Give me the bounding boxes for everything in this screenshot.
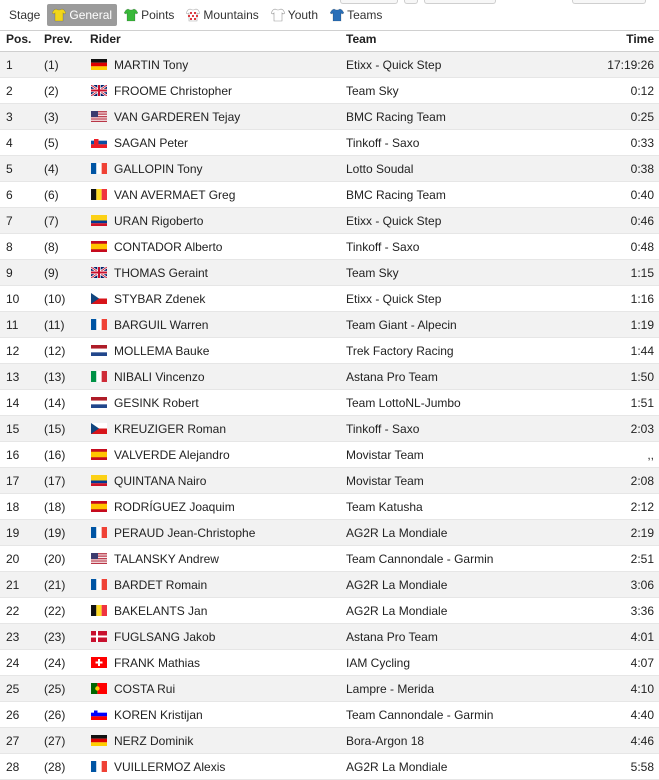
team-link[interactable]: Team Cannondale - Garmin xyxy=(346,551,494,566)
team-cell xyxy=(346,312,566,338)
time-gap-cell: 5:58 xyxy=(566,754,659,780)
position-cell: 4 xyxy=(0,130,44,156)
team-cell xyxy=(346,702,566,728)
position-cell: 23 xyxy=(0,624,44,650)
rider-link[interactable]: GESINK Robert xyxy=(114,395,199,410)
rider-cell xyxy=(90,468,346,494)
flag-nl-icon xyxy=(91,397,107,408)
table-row xyxy=(0,468,659,494)
tab-general[interactable] xyxy=(47,4,117,26)
team-cell xyxy=(346,598,566,624)
flag-fr-icon xyxy=(91,761,107,772)
time-gap-cell: 2:51 xyxy=(566,546,659,572)
team-link[interactable]: Team Sky xyxy=(346,83,399,98)
time-gap-cell: 0:12 xyxy=(566,78,659,104)
rider-link[interactable]: SAGAN Peter xyxy=(114,135,189,150)
top-control-stub xyxy=(424,0,496,4)
position-cell: 1 xyxy=(0,52,44,78)
rider-link[interactable]: KREUZIGER Roman xyxy=(114,421,227,436)
table-row xyxy=(0,520,659,546)
table-row xyxy=(0,390,659,416)
rider-link[interactable]: THOMAS Geraint xyxy=(114,265,209,280)
time-gap-cell: 1:44 xyxy=(566,338,659,364)
flag-it-icon xyxy=(91,371,107,382)
team-link[interactable]: BMC Racing Team xyxy=(346,109,446,124)
position-cell: 26 xyxy=(0,702,44,728)
polka-jersey-icon xyxy=(186,8,200,22)
time-gap-cell: 4:10 xyxy=(566,676,659,702)
jersey-icon xyxy=(52,8,66,22)
time-gap-cell: 2:08 xyxy=(566,468,659,494)
table-row xyxy=(0,416,659,442)
time-gap-cell: 3:36 xyxy=(566,598,659,624)
previous-position-cell: (26) xyxy=(44,702,90,728)
rider-cell xyxy=(90,442,346,468)
rider-cell xyxy=(90,624,346,650)
team-cell xyxy=(346,676,566,702)
flag-sk-icon xyxy=(91,137,107,148)
position-cell: 7 xyxy=(0,208,44,234)
rider-cell xyxy=(90,182,346,208)
previous-position-cell: (6) xyxy=(44,182,90,208)
flag-de-icon xyxy=(91,59,107,70)
rider-link[interactable]: VALVERDE Alejandro xyxy=(114,447,230,462)
table-row xyxy=(0,702,659,728)
flag-fr-icon xyxy=(91,319,107,330)
previous-position-cell: (13) xyxy=(44,364,90,390)
position-cell: 28 xyxy=(0,754,44,780)
col-header-rider[interactable]: Rider xyxy=(90,27,346,52)
rider-link[interactable]: URAN Rigoberto xyxy=(114,213,204,228)
rider-link[interactable]: VUILLERMOZ Alexis xyxy=(114,759,226,774)
flag-fr-icon xyxy=(91,527,107,538)
team-cell xyxy=(346,208,566,234)
rider-link[interactable]: TALANSKY Andrew xyxy=(114,551,219,566)
table-row xyxy=(0,130,659,156)
table-row xyxy=(0,572,659,598)
previous-position-cell: (19) xyxy=(44,520,90,546)
rider-cell xyxy=(90,650,346,676)
table-row xyxy=(0,676,659,702)
team-link[interactable]: Team LottoNL-Jumbo xyxy=(346,395,461,410)
position-cell: 5 xyxy=(0,156,44,182)
position-cell: 9 xyxy=(0,260,44,286)
table-row xyxy=(0,182,659,208)
team-link[interactable]: Tinkoff - Saxo xyxy=(346,239,420,254)
rider-cell xyxy=(90,52,346,78)
time-gap-cell: 1:19 xyxy=(566,312,659,338)
tab-label: Stage xyxy=(9,8,41,22)
table-row xyxy=(0,312,659,338)
team-cell xyxy=(346,78,566,104)
team-cell xyxy=(346,182,566,208)
team-link[interactable]: BMC Racing Team xyxy=(346,187,446,202)
previous-position-cell: (9) xyxy=(44,260,90,286)
rider-cell xyxy=(90,208,346,234)
rider-link[interactable]: STYBAR Zdenek xyxy=(114,291,206,306)
jersey-icon xyxy=(271,8,285,22)
table-row xyxy=(0,442,659,468)
rider-cell xyxy=(90,104,346,130)
top-control-stub xyxy=(404,0,418,4)
team-link[interactable]: Trek Factory Racing xyxy=(346,343,454,358)
rider-link[interactable]: BARDET Romain xyxy=(114,577,208,592)
time-gap-cell: 1:15 xyxy=(566,260,659,286)
tab-label: Youth xyxy=(287,8,319,22)
team-cell xyxy=(346,52,566,78)
team-link[interactable]: Etixx - Quick Step xyxy=(346,213,442,228)
rider-cell xyxy=(90,520,346,546)
flag-ch-icon xyxy=(91,657,107,668)
team-cell xyxy=(346,156,566,182)
previous-position-cell: (10) xyxy=(44,286,90,312)
table-row xyxy=(0,156,659,182)
team-cell xyxy=(346,494,566,520)
team-link[interactable]: Team Sky xyxy=(346,265,399,280)
flag-nl-icon xyxy=(91,345,107,356)
table-row xyxy=(0,494,659,520)
time-gap-cell: 4:07 xyxy=(566,650,659,676)
team-link[interactable]: Astana Pro Team xyxy=(346,629,438,644)
table-row xyxy=(0,624,659,650)
team-cell xyxy=(346,624,566,650)
rider-link[interactable]: FUGLSANG Jakob xyxy=(114,629,216,644)
rider-link[interactable]: BARGUIL Warren xyxy=(114,317,209,332)
table-row xyxy=(0,338,659,364)
team-link[interactable]: AG2R La Mondiale xyxy=(346,525,448,540)
position-cell: 19 xyxy=(0,520,44,546)
team-cell xyxy=(346,520,566,546)
time-gap-cell: 4:46 xyxy=(566,728,659,754)
team-link[interactable]: Etixx - Quick Step xyxy=(346,291,442,306)
position-cell: 15 xyxy=(0,416,44,442)
previous-position-cell: (4) xyxy=(44,156,90,182)
time-gap-cell: 0:46 xyxy=(566,208,659,234)
team-cell xyxy=(346,234,566,260)
rider-cell xyxy=(90,364,346,390)
team-cell xyxy=(346,728,566,754)
previous-position-cell: (21) xyxy=(44,572,90,598)
rider-link[interactable]: FROOME Christopher xyxy=(114,83,233,98)
tab-label: Teams xyxy=(347,8,383,22)
team-link[interactable]: Team Katusha xyxy=(346,499,423,514)
time-gap-cell: 3:06 xyxy=(566,572,659,598)
table-row xyxy=(0,598,659,624)
top-control-stub xyxy=(572,0,646,4)
previous-position-cell: (24) xyxy=(44,650,90,676)
jersey-icon xyxy=(330,8,344,22)
previous-position-cell: (28) xyxy=(44,754,90,780)
team-cell xyxy=(346,754,566,780)
tab-points[interactable] xyxy=(119,4,179,26)
position-cell: 13 xyxy=(0,364,44,390)
team-link[interactable]: Tinkoff - Saxo xyxy=(346,135,420,150)
col-header-prev[interactable]: Prev. xyxy=(44,27,90,52)
time-gap-cell: ,, xyxy=(566,442,659,468)
previous-position-cell: (25) xyxy=(44,676,90,702)
team-link[interactable]: Astana Pro Team xyxy=(346,369,438,384)
rider-cell xyxy=(90,234,346,260)
team-cell xyxy=(346,468,566,494)
rider-cell xyxy=(90,312,346,338)
flag-gb-icon xyxy=(91,85,107,96)
rider-cell xyxy=(90,416,346,442)
team-cell xyxy=(346,390,566,416)
rider-link[interactable]: CONTADOR Alberto xyxy=(114,239,223,254)
team-link[interactable]: AG2R La Mondiale xyxy=(346,603,448,618)
rider-cell xyxy=(90,728,346,754)
time-gap-cell: 0:48 xyxy=(566,234,659,260)
flag-cz-icon xyxy=(91,423,107,434)
tab-label: General xyxy=(69,8,113,22)
team-cell xyxy=(346,546,566,572)
flag-fr-icon xyxy=(91,579,107,590)
rider-cell xyxy=(90,546,346,572)
team-link[interactable]: AG2R La Mondiale xyxy=(346,577,448,592)
table-row xyxy=(0,546,659,572)
rider-link[interactable]: GALLOPIN Tony xyxy=(114,161,203,176)
previous-position-cell: (7) xyxy=(44,208,90,234)
time-gap-cell: 17:19:26 xyxy=(566,52,659,78)
team-link[interactable]: Movistar Team xyxy=(346,447,424,462)
time-gap-cell: 2:12 xyxy=(566,494,659,520)
team-link[interactable]: Team Cannondale - Garmin xyxy=(346,707,494,722)
rider-cell xyxy=(90,260,346,286)
team-cell xyxy=(346,650,566,676)
time-gap-cell: 1:50 xyxy=(566,364,659,390)
table-row xyxy=(0,78,659,104)
time-gap-cell: 1:51 xyxy=(566,390,659,416)
position-cell: 18 xyxy=(0,494,44,520)
time-gap-cell: 0:38 xyxy=(566,156,659,182)
table-row xyxy=(0,728,659,754)
time-gap-cell: 4:01 xyxy=(566,624,659,650)
rider-link[interactable]: RODRÍGUEZ Joaquim xyxy=(114,499,235,514)
flag-co-icon xyxy=(91,475,107,486)
flag-be-icon xyxy=(91,189,107,200)
team-link[interactable]: Etixx - Quick Step xyxy=(346,57,442,72)
table-row xyxy=(0,286,659,312)
previous-position-cell: (3) xyxy=(44,104,90,130)
position-cell: 16 xyxy=(0,442,44,468)
flag-us-icon xyxy=(91,111,107,122)
previous-position-cell: (1) xyxy=(44,52,90,78)
position-cell: 14 xyxy=(0,390,44,416)
rider-cell xyxy=(90,156,346,182)
team-cell xyxy=(346,364,566,390)
header-row xyxy=(0,27,659,52)
position-cell: 12 xyxy=(0,338,44,364)
table-row xyxy=(0,104,659,130)
rider-link[interactable]: COSTA Rui xyxy=(114,681,176,696)
rider-link[interactable]: BAKELANTS Jan xyxy=(114,603,208,618)
flag-cz-icon xyxy=(91,293,107,304)
flag-co-icon xyxy=(91,215,107,226)
rider-cell xyxy=(90,494,346,520)
rider-cell xyxy=(90,754,346,780)
position-cell: 10 xyxy=(0,286,44,312)
flag-de-icon xyxy=(91,735,107,746)
team-link[interactable]: Lotto Soudal xyxy=(346,161,414,176)
tab-teams[interactable] xyxy=(325,4,387,26)
time-gap-cell: 0:40 xyxy=(566,182,659,208)
team-cell xyxy=(346,338,566,364)
position-cell: 2 xyxy=(0,78,44,104)
rider-link[interactable]: NERZ Dominik xyxy=(114,733,194,748)
position-cell: 25 xyxy=(0,676,44,702)
team-link[interactable]: AG2R La Mondiale xyxy=(346,759,448,774)
time-gap-cell: 2:03 xyxy=(566,416,659,442)
previous-position-cell: (17) xyxy=(44,468,90,494)
rider-link[interactable]: MOLLEMA Bauke xyxy=(114,343,210,358)
table-row xyxy=(0,234,659,260)
rider-cell xyxy=(90,130,346,156)
position-cell: 22 xyxy=(0,598,44,624)
position-cell: 11 xyxy=(0,312,44,338)
time-gap-cell: 0:33 xyxy=(566,130,659,156)
tab-mountains[interactable] xyxy=(181,4,263,26)
flag-es-icon xyxy=(91,501,107,512)
position-cell: 6 xyxy=(0,182,44,208)
flag-gb-icon xyxy=(91,267,107,278)
flag-si-icon xyxy=(91,709,107,720)
flag-es-icon xyxy=(91,241,107,252)
rider-link[interactable]: KOREN Kristijan xyxy=(114,707,203,722)
team-cell xyxy=(346,442,566,468)
rider-cell xyxy=(90,572,346,598)
rider-cell xyxy=(90,598,346,624)
rider-link[interactable]: VAN AVERMAET Greg xyxy=(114,187,236,202)
previous-position-cell: (16) xyxy=(44,442,90,468)
team-cell xyxy=(346,104,566,130)
position-cell: 24 xyxy=(0,650,44,676)
team-link[interactable]: Team Giant - Alpecin xyxy=(346,317,457,332)
rider-link[interactable]: VAN GARDEREN Tejay xyxy=(114,109,241,124)
rider-link[interactable]: FRANK Mathias xyxy=(114,655,201,670)
previous-position-cell: (12) xyxy=(44,338,90,364)
rider-link[interactable]: PERAUD Jean-Christophe xyxy=(114,525,256,540)
previous-position-cell: (23) xyxy=(44,624,90,650)
rider-link[interactable]: NIBALI Vincenzo xyxy=(114,369,205,384)
team-cell xyxy=(346,130,566,156)
team-cell xyxy=(346,260,566,286)
position-cell: 8 xyxy=(0,234,44,260)
position-cell: 17 xyxy=(0,468,44,494)
col-header-team[interactable]: Team xyxy=(346,27,566,52)
rider-link[interactable]: MARTIN Tony xyxy=(114,57,189,72)
position-cell: 20 xyxy=(0,546,44,572)
table-row xyxy=(0,260,659,286)
previous-position-cell: (27) xyxy=(44,728,90,754)
tab-label: Points xyxy=(141,8,175,22)
team-link[interactable]: Movistar Team xyxy=(346,473,424,488)
rider-cell xyxy=(90,676,346,702)
position-cell: 27 xyxy=(0,728,44,754)
position-cell: 21 xyxy=(0,572,44,598)
flag-fr-icon xyxy=(91,163,107,174)
previous-position-cell: (5) xyxy=(44,130,90,156)
tab-stage[interactable] xyxy=(4,4,45,26)
time-gap-cell: 1:16 xyxy=(566,286,659,312)
tab-youth[interactable] xyxy=(266,4,323,26)
previous-position-cell: (8) xyxy=(44,234,90,260)
flag-us-icon xyxy=(91,553,107,564)
position-cell: 3 xyxy=(0,104,44,130)
rider-cell xyxy=(90,702,346,728)
table-row xyxy=(0,364,659,390)
rider-cell xyxy=(90,286,346,312)
team-link[interactable]: Tinkoff - Saxo xyxy=(346,421,420,436)
tab-label: Mountains xyxy=(203,8,259,22)
previous-position-cell: (18) xyxy=(44,494,90,520)
team-link[interactable]: Lampre - Merida xyxy=(346,681,435,696)
flag-be-icon xyxy=(91,605,107,616)
team-cell xyxy=(346,286,566,312)
time-gap-cell: 4:40 xyxy=(566,702,659,728)
team-link[interactable]: Bora-Argon 18 xyxy=(346,733,425,748)
results-table xyxy=(0,27,659,780)
team-cell xyxy=(346,416,566,442)
jersey-icon xyxy=(124,8,138,22)
col-header-pos[interactable]: Pos. xyxy=(0,27,44,52)
previous-position-cell: (20) xyxy=(44,546,90,572)
team-link[interactable]: IAM Cycling xyxy=(346,655,411,670)
team-cell xyxy=(346,572,566,598)
flag-es-icon xyxy=(91,449,107,460)
time-gap-cell: 2:19 xyxy=(566,520,659,546)
table-row xyxy=(0,52,659,78)
table-row xyxy=(0,754,659,780)
col-header-time[interactable]: Time xyxy=(566,27,659,52)
table-row xyxy=(0,650,659,676)
table-row xyxy=(0,208,659,234)
previous-position-cell: (22) xyxy=(44,598,90,624)
previous-position-cell: (11) xyxy=(44,312,90,338)
flag-pt-icon xyxy=(91,683,107,694)
flag-dk-icon xyxy=(91,631,107,642)
rider-cell xyxy=(90,338,346,364)
rider-cell xyxy=(90,78,346,104)
time-gap-cell: 0:25 xyxy=(566,104,659,130)
previous-position-cell: (14) xyxy=(44,390,90,416)
previous-position-cell: (15) xyxy=(44,416,90,442)
previous-position-cell: (2) xyxy=(44,78,90,104)
rider-link[interactable]: QUINTANA Nairo xyxy=(114,473,207,488)
rider-cell xyxy=(90,390,346,416)
